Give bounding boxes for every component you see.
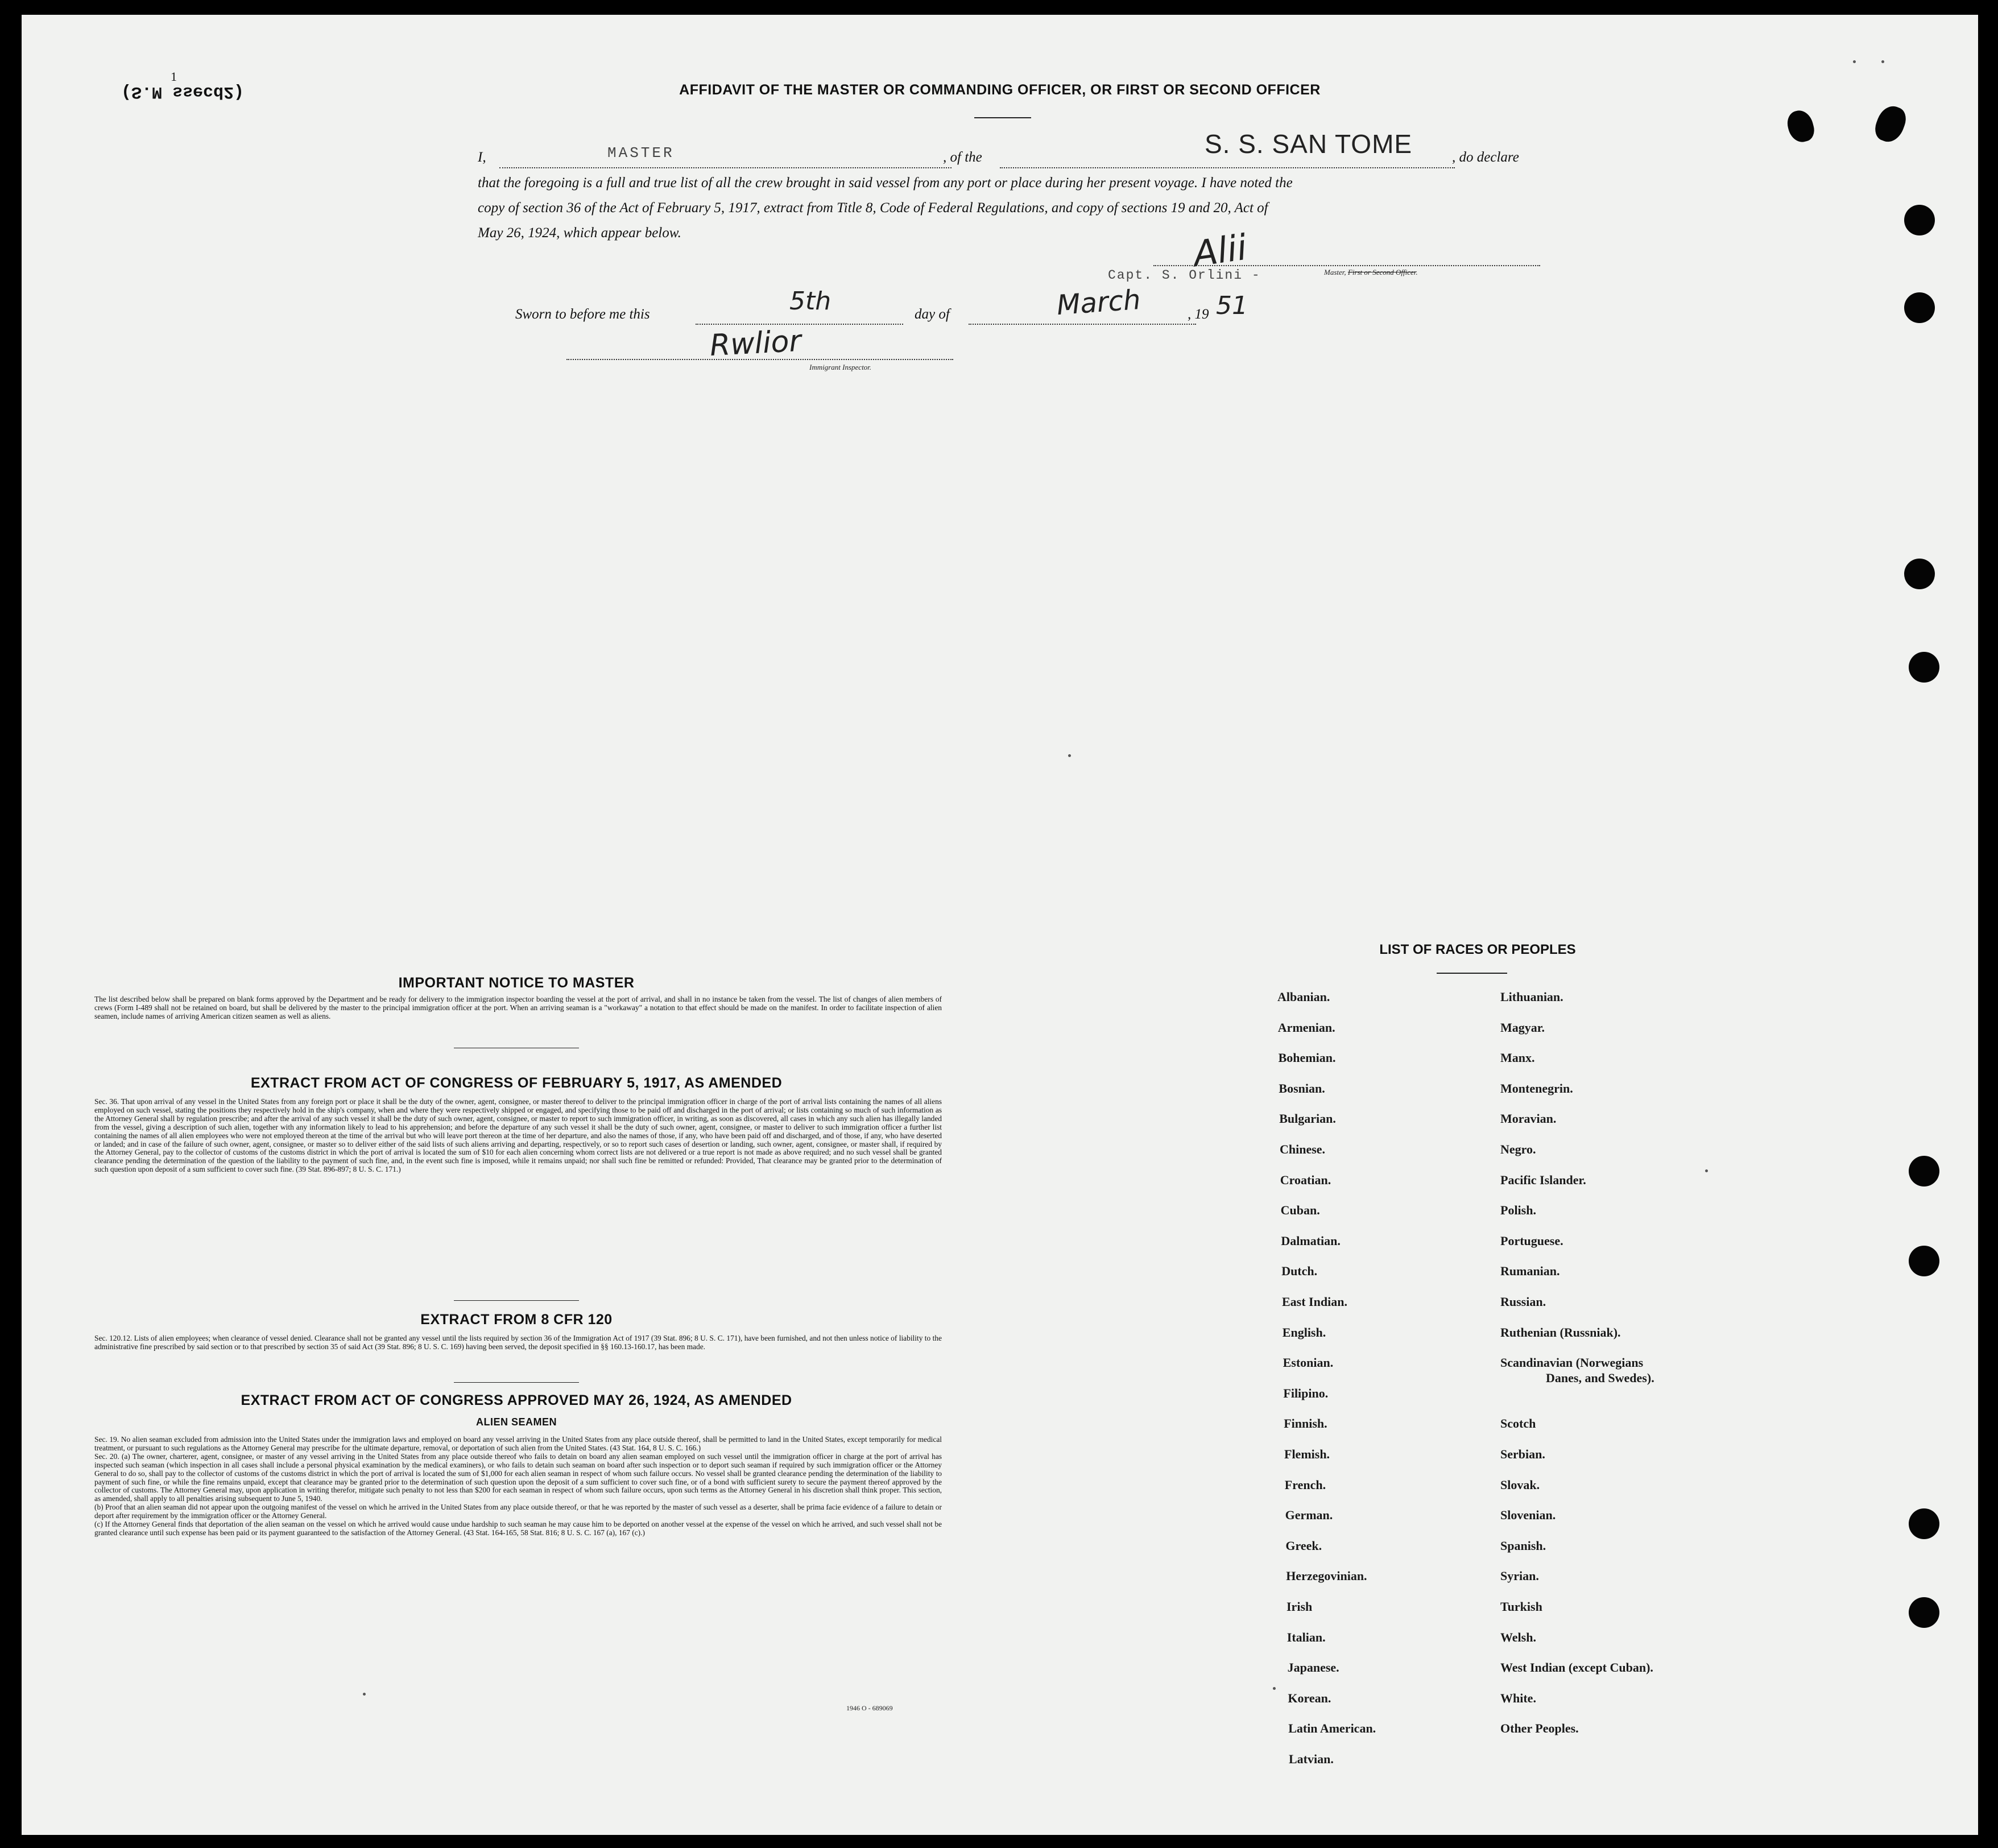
speck [1273,1687,1276,1690]
speck [363,1693,366,1696]
captain-typed: Capt. S. Orlini - [1108,268,1261,283]
extract-1917-text: Sec. 36. That upon arrival of any vessel in the United States from any foreign port or place it shall be the duty of the owner, agent, consignee, or master thereof to deliver to the principal immigration officer in charge of the port of arrival lists containing the names of all aliens employed on such vessel, stating the positions they respectively hold in the ship's company, when and where they were respectively shipped or engaged, and specifying those to be paid off and discharged in the port of arrival; or lists containing so much of such information as the Attorney General shall by regulation prescribe; and after the arrival of any such vessel it shall be the duty of such owner, agent, consignee, or master to report to such immigration officer, in writing, as soon as discovered, all cases in which any such alien has illegally landed from the vessel, giving a description of such alien, together with any information likely to lead to his apprehension; and before the departure of any such vessel it shall be the duty of such owner, agent, consignee, or master to deliver to such immigration officer a further list containing the names of all alien employees who were not employed thereon at the time of the arrival but who will leave port thereon at the time of her departure, and also the names of those, if any, who have been paid off and discharged, and of those, if any, who have deserted or landed; and in case of the failure of such owner, agent, consignee, or master so to deliver either of the said lists of such aliens arriving and departing, respectively, or so to report such cases of desertion or landing, such owner, agent, consignee, or master shall, if required by the Attorney General, pay to the collector of customs of the customs district in which the port of arrival is located the sum of $10 for each alien concerning whom correct lists are not delivered or a true report is not made as above required; and no such vessel shall be granted clearance pending the determination of the question of the liability to the payment of such fine, and, in the event such fine is imposed, while it remains unpaid; nor shall such fine be remitted or refunded: Provided, That clearance may be granted prior to the determination of such question upon deposit of a sum sufficient to cover such fine. (39 Stat. 896-897; 8 U. S. C. 171.) [94,1097,942,1174]
race-item: Syrian. [1500,1569,1539,1584]
affidavit-line-4: May 26, 1924, which appear below. [478,225,681,241]
race-item: Armenian. [1277,1020,1335,1035]
race-item: Greek. [1285,1538,1322,1553]
inspector-line [566,359,953,360]
race-item: Serbian. [1500,1447,1545,1461]
race-item: Danes, and Swedes). [1546,1371,1654,1385]
master-signature-line [1153,265,1540,266]
divider-3 [454,1382,579,1383]
inspector-signature: Rwlior [709,324,802,363]
master-signature: Alii [1190,226,1250,275]
race-item: Lithuanian. [1500,990,1563,1004]
title-divider [974,117,1031,118]
extract-1924-subtitle: ALIEN SEAMEN [475,1416,557,1428]
speck [1853,60,1856,63]
affidavit-line-2: that the foregoing is a full and true list of all the crew brought in said vessel from any port or place during her present voyage. I have noted the [478,175,1293,191]
race-item: Dutch. [1281,1264,1318,1279]
race-item: Scotch [1500,1416,1536,1431]
race-item: Bulgarian. [1279,1111,1336,1126]
race-item: West Indian (except Cuban). [1500,1660,1653,1675]
punch-hole [1785,108,1817,144]
extract-cfr-text: Sec. 120.12. Lists of alien employees; when clearance of vessel denied. Clearance shall not be granted any vessel until the lists required by section 36 of the Immigration Act of 1917 (39 Stat. 896; 8 U. S. C. 171), have been furnished, and not then unless notice of liability to the administrative fine prescribed by said section or to that prescribed by section 35 of said Act (39 Stat. 896; 8 U. S. C. 169) having been served, the deposit specified in §§ 160.13-160.17, has been made. [94,1334,942,1351]
punch-hole [1909,652,1939,683]
punch-hole [1909,1246,1939,1276]
punch-hole [1904,559,1935,589]
day-of-label: day of [915,307,950,322]
race-item: French. [1284,1477,1326,1492]
race-item: Other Peoples. [1500,1721,1579,1736]
race-item: Montenegrin. [1500,1081,1573,1095]
speck [1881,60,1884,63]
race-item: Filipino. [1283,1386,1329,1400]
speck [1068,754,1071,757]
race-item: German. [1285,1508,1333,1523]
extract-1924-title: EXTRACT FROM ACT OF CONGRESS APPROVED MAY 26, 1924, AS AMENDED [241,1392,792,1408]
of-the-label: , of the [943,150,982,165]
race-item: Turkish [1500,1599,1542,1614]
race-item: Slovenian. [1500,1508,1556,1523]
month-handwritten: March [1056,283,1142,322]
race-item: Portuguese. [1500,1233,1563,1248]
race-item: English. [1282,1325,1326,1340]
race-item: Korean. [1288,1690,1331,1705]
punch-hole [1909,1508,1939,1539]
punch-hole [1909,1156,1939,1186]
master-caption: Master, First or Second Officer. [1324,268,1418,276]
race-item: Negro. [1500,1142,1536,1156]
punch-hole [1904,205,1935,235]
vessel-line [1000,167,1455,168]
race-item: Welsh. [1500,1630,1536,1644]
print-code: 1946 O - 689069 [846,1704,893,1712]
race-item: Flemish. [1284,1447,1330,1461]
declarant-line [499,167,952,168]
inspector-caption: Immigrant Inspector. [809,363,872,371]
notice-title: IMPORTANT NOTICE TO MASTER [398,975,635,991]
extract-1917-title: EXTRACT FROM ACT OF CONGRESS OF FEBRUARY 5, 1917, AS AMENDED [250,1075,783,1091]
declare-label: , do declare [1452,150,1519,165]
race-item: Scandinavian (Norwegians [1500,1355,1644,1370]
affidavit-title: AFFIDAVIT OF THE MASTER OR COMMANDING OFFICER, OR FIRST OR SECOND OFFICER [679,82,1321,98]
extract-cfr-title: EXTRACT FROM 8 CFR 120 [420,1312,613,1328]
race-item: Rumanian. [1500,1264,1560,1279]
race-item: Italian. [1287,1630,1326,1644]
day-handwritten: 5th [789,287,832,316]
race-item: Croatian. [1280,1172,1331,1187]
race-item: Estonian. [1283,1355,1334,1370]
race-item: White. [1500,1690,1536,1705]
vessel-stamp: S. S. SAN TOME [1205,129,1413,159]
race-item: Moravian. [1500,1111,1557,1126]
race-item: Chinese. [1280,1142,1326,1156]
race-item: Japanese. [1287,1660,1339,1675]
race-item: Slovak. [1500,1477,1540,1492]
race-item: East Indian. [1282,1295,1347,1309]
punch-hole [1909,1597,1939,1628]
race-item: Finnish. [1284,1416,1327,1431]
year-prefix: , 19 [1188,307,1209,322]
affidavit-line-3: copy of section 36 of the Act of February 5, 1917, extract from Title 8, Code of Federal Regulations, and copy of sections 19 and 20, Act of [478,200,1268,216]
form-code: (S.M ssecd2) [121,82,245,101]
year-handwritten: 51 [1216,291,1248,320]
race-item: Bosnian. [1279,1081,1325,1095]
speck [1705,1169,1708,1172]
sworn-label: Sworn to before me this [515,307,650,322]
document-page [22,15,1978,1835]
race-item: Dalmatian. [1281,1233,1341,1248]
race-item: Ruthenian (Russniak). [1500,1325,1621,1340]
race-item: Latin American. [1288,1721,1376,1736]
races-title-divider [1437,973,1507,974]
punch-hole [1904,292,1935,323]
race-item: Magyar. [1500,1020,1545,1035]
race-item: Pacific Islander. [1500,1172,1586,1187]
race-item: Irish [1287,1599,1313,1614]
race-item: Albanian. [1277,990,1330,1004]
race-item: Manx. [1500,1051,1535,1065]
race-item: Herzegovinian. [1286,1569,1367,1584]
race-item: Latvian. [1289,1752,1334,1766]
extract-1924-text: Sec. 19. No alien seaman excluded from admission into the United States under the immigration laws and employed on board any vessel arriving in the United States from any place outside thereof, shall be permitted to land in the United States, except temporarily for medical treatment, or pursuant to such regulations as the Attorney General may prescribe for the ultimate departure, removal, or deportation of such alien from the United States. (43 Stat. 164, 8 U. S. C. 166.) Sec. 20. (a) The owner, charterer, agent, consignee, or master of any vessel arriving in the United States from any place outside thereof who fails to detain on board any alien seaman employed on such vessel until the immigration officer in charge at the port of arrival has inspected such seaman (which inspection in all cases shall include a personal physical examination by the medical examiners), or who fails to detain such seaman on board after such inspection or to deport such seaman if required by such immigration officer or the Attorney General to do so, shall pay to the collector of customs of the customs district in which the port of arrival is located the sum of $1,000 for each alien seaman in respect of whom such failure occurs. No vessel shall be granted clearance pending the determination of the liability to payment of such fine, or while the fine remains unpaid, except that clearance may be granted prior to the determination of such question upon the deposit of a sum sufficient to cover such fine, or of a bond with sufficient surety to secure the payment thereof approved by the collector of customs. The Attorney General may, upon application in writing therefor, mitigate such penalty to not less than $200 for each seaman in respect of whom such failure occurs, upon such terms as the Attorney General in his discretion shall think proper. This section, as amended, shall apply to all penalties arising subsequent to June 5, 1940. (b) Proof that an alien seaman did not appear upon the outgoing manifest of the vessel on which he arrived in the United States from any place outside thereof, or that he was reported by the master of such vessel as a deserter, shall be prima facie evidence of a failure to detain or deport after requirement by the immigration officer or the Attorney General. (c) If the Attorney General finds that deportation of the alien seaman on the vessel on which he arrived would cause undue hardship to such seaman he may cause him to be deported on another vessel at the expense of the vessel on which he arrived, and such vessel shall not be granted clearance until such expense has been paid or its payment guaranteed to the satisfaction of the Attorney General. (43 Stat. 164-165, 58 Stat. 816; 8 U. S. C. 167 (a), 167 (c).) [94,1435,942,1537]
races-title: LIST OF RACES OR PEOPLES [1379,942,1576,957]
declarant-typed: MASTER [607,144,675,162]
race-item: Russian. [1500,1295,1546,1309]
race-item: Spanish. [1500,1538,1546,1553]
punch-hole [1872,102,1910,146]
race-item: Polish. [1500,1203,1536,1218]
i-label: I, [478,150,486,165]
form-code-mark: 1 [171,69,177,84]
notice-text: The list described below shall be prepared on blank forms approved by the Department and be ready for delivery to the immigration inspector boarding the vessel at the port of arrival, and shall in no instance be taken from the vessel. The list of changes of alien members of crews (Form I-489 shall not be retained on board, but shall be delivered by the master to the principal immigration officer at the port. When an arriving seaman is a "workaway" a notation to that effect should be made on the manifest. In order to facilitate inspection of alien seamen, include names of arriving American citizen seamen as well as aliens. [94,995,942,1020]
divider-2 [454,1300,579,1301]
race-item: Cuban. [1280,1203,1320,1218]
race-item: Bohemian. [1278,1051,1336,1065]
month-line [969,324,1196,325]
